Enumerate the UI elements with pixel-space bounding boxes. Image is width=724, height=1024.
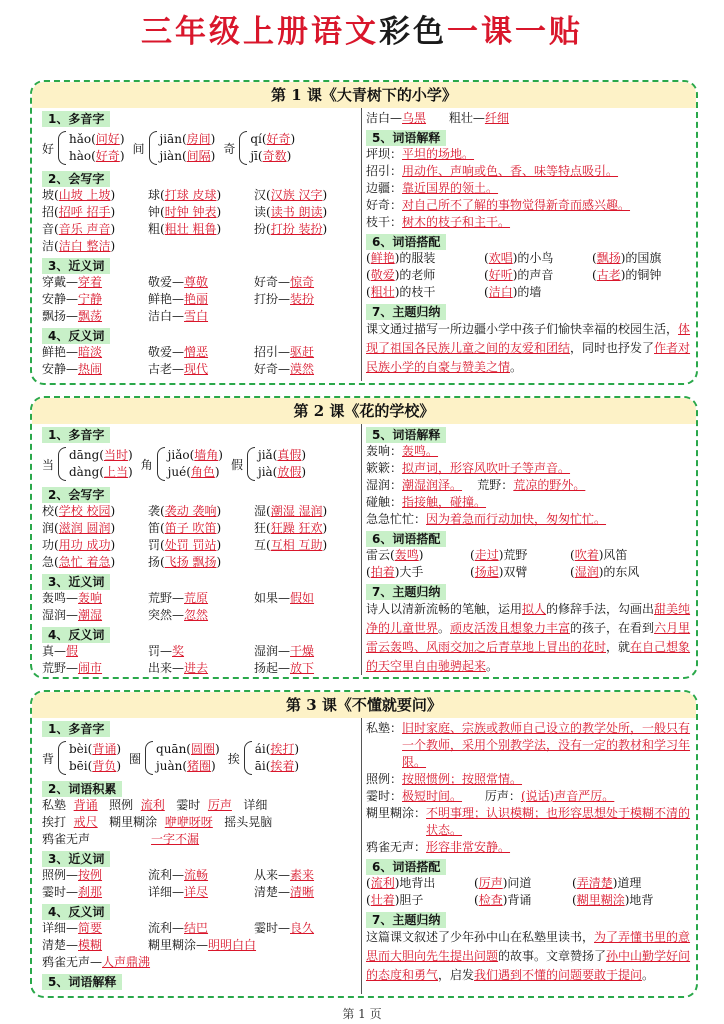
write-row: 音(音乐 声音) 粗(粗壮 粗鲁) 扮(打扮 装扮)	[42, 222, 328, 236]
title-part-1: 三年级上册语文	[141, 14, 379, 50]
lesson-left-column: 1、多音字 好 hǎo(问好) hào(好奇) 间 jiān(房间) jiàn(间隔) 奇 qí(好奇) jī(奇数) 2、会写字 坡(山坡 上坡) 球(打球 皮球) 汉(汉族 汉字) 招(招呼 招手) 钟(时钟 钟表) 读(读书 朗读) 音(音乐 声音) 粗(粗壮 粗鲁) 扮(打扮 装扮) 洁(洁白 整洁) 3、近义词 穿戴—穿着 敬爱—尊敬 好奇—惊奇 安静—宁静 鲜艳—艳丽 打扮—装扮 飘扬—飘荡 洁白—雪白 4、反义词 鲜艳—暗淡 敬爱—憎恶 招引—驱赶 安静—热闹 古老—现代 好奇—漠然	[42, 108, 360, 378]
section-heading: 7、主题归纳	[366, 584, 446, 600]
column-divider	[361, 424, 362, 675]
title-part-3: 一课一贴	[447, 14, 583, 50]
summary-paragraph: 课文通过描写一所边疆小学中孩子们愉快幸福的校园生活，体现了祖国各民族儿童之间的友爱和团结，同时也抒发了作者对民族小学的自豪与赞美之情。	[366, 322, 691, 374]
lesson-heading: 第 3 课《不懂就要问》	[32, 692, 696, 718]
section-heading: 6、词语搭配	[366, 531, 446, 547]
lesson-right-column: 洁白—乌黑 粗壮—纤细 5、词语解释 坪坝：平坦的场地。 招引：用动作、声响或色、香、味等特点吸引。 边疆：靠近国界的领土。 好奇：对自己所不了解的事物觉得新奇而感兴趣。 枝干：树木的枝子和主干。 6、词语搭配 (鲜艳)的服装 (欢唱)的小鸟 (飘扬)的国旗 (敬爱)的老师 (好听)的声音 (古老)的铜钟 (粗壮)的枝干 (洁白)的墙 7、主题归纳 课文通过描写一所边疆小学中孩子们愉快幸福的校园生活，体现了祖国各民族儿童之间的友爱和团结，同时也抒发了作者对民族小学的自豪与赞美之情。	[366, 108, 692, 377]
section-heading: 2、词语积累	[42, 781, 122, 797]
summary-paragraph: 诗人以清新流畅的笔触，运用拟人的修辞手法，勾画出甜美纯净的儿童世界。顽皮活泼且想象力丰富的孩子，在看到六月里雷云轰鸣、风雨交加之后青草地上冒出的花时，就在自己想象的天空里自由驰骋起来。	[366, 602, 691, 673]
lesson-right-column: 私塾： 旧时家庭、宗族或教师自己设立的教学处所，一般只有一个教师，采用个别教学法，没有一定的教材和学习年限。 照例：按照惯例；按照常情。 霎时：极短时间。 厉声：(说话)声音严厉。 糊里糊涂： 不明事理；认识模糊；也形容思想处于模糊不清的状态。 鸦雀无声：形容非常安静。 6、词语搭配 (流利)地背出 (厉声)问道 (弄清楚)道理 (壮着)胆子 (检查)背诵 (糊里糊涂)地背 7、主题归纳 这篇课文叙述了少年孙中山在私塾里读书，为了弄懂书里的意思而大胆向先生提出问题的故事。文章赞扬了孙中山勤学好问的态度和勇气，启发我们遇到不懂的问题要敢于提问。	[366, 718, 692, 985]
section-heading: 5、词语解释	[366, 130, 446, 146]
lesson-card-3	[30, 690, 698, 998]
section-heading: 4、反义词	[42, 328, 110, 344]
summary-paragraph: 这篇课文叙述了少年孙中山在私塾里读书，为了弄懂书里的意思而大胆向先生提出问题的故事。文章赞扬了孙中山勤学好问的态度和勇气，启发我们遇到不懂的问题要敢于提问。	[366, 930, 691, 982]
lesson-left-column: 1、多音字 当 dāng(当时) dàng(上当) 角 jiǎo(墙角) jué(角色) 假 jiǎ(真假) jià(放假) 2、会写字 校(学校 校园) 袭(袭动 袭响) 湿(潮湿 湿润) 润(滋润 圆润) 笛(笛子 吹笛) 狂(狂躁 狂欢) 功(用功 成功) 罚(处罚 罚站) 互(互相 互助) 急(急忙 着急) 扬(飞扬 飘扬) 3、近义词 轰鸣—轰响 荒野—荒原 如果—假如 湿润—潮湿 突然—忽然 4、反义词 真—假 罚—奖 湿润—干燥 荒野—闹市 出来—进去 扬起—放下	[42, 424, 360, 677]
write-row: 招(招呼 招手) 钟(时钟 钟表) 读(读书 朗读)	[42, 205, 328, 219]
section-heading: 6、词语搭配	[366, 234, 446, 250]
page-number: 第 1 页	[342, 1007, 382, 1021]
section-heading: 3、近义词	[42, 574, 110, 590]
section-heading: 1、多音字	[42, 721, 110, 737]
polyphone-row: 好 hǎo(问好) hào(好奇) 间 jiān(房间) jiàn(间隔) 奇 qí(好奇) jī(奇数)	[42, 132, 296, 163]
lesson-right-column: 5、词语解释 轰响：轰鸣。 簌簌：拟声词，形容风吹叶子等声音。 湿润：潮湿润泽。 荒野：荒凉的野外。 碰触：指接触，碰撞。 急急忙忙：因为着急而行动加快，匆匆忙忙。 6、词语搭配 雷云(轰鸣) (走过)荒野 (吹着)风笛 (拍着)大手 (扬起)双臂 (湿润)的东风 7、主题归纳 诗人以清新流畅的笔触，运用拟人的修辞手法，勾画出甜美纯净的儿童世界。顽皮活泼且想象力丰富的孩子，在看到六月里雷云轰鸣、风雨交加之后青草地上冒出的花时，就在自己想象的天空里自由驰骋起来。	[366, 424, 692, 676]
section-heading: 5、词语解释	[42, 974, 122, 990]
write-row: 洁(洁白 整洁)	[42, 239, 116, 253]
section-heading: 1、多音字	[42, 111, 110, 127]
section-heading: 6、词语搭配	[366, 859, 446, 875]
section-heading: 5、词语解释	[366, 427, 446, 443]
section-heading: 4、反义词	[42, 904, 110, 920]
lesson-heading: 第 2 课《花的学校》	[32, 398, 696, 424]
section-heading: 7、主题归纳	[366, 304, 446, 320]
page-title	[0, 6, 724, 68]
column-divider	[361, 108, 362, 381]
polyphone-row: 当 dāng(当时) dàng(上当) 角 jiǎo(墙角) jué(角色) 假 jiǎ(真假) jià(放假)	[42, 448, 307, 479]
polyphone-row: 背 bèi(背诵) bēi(背负) 圈 quān(圆圈) juàn(猪圈) 挨 ái(挨打) āi(挨着)	[42, 742, 300, 773]
write-row: 坡(山坡 上坡) 球(打球 皮球) 汉(汉族 汉字)	[42, 188, 328, 202]
column-divider	[361, 718, 362, 994]
section-heading: 2、会写字	[42, 171, 110, 187]
section-heading: 1、多音字	[42, 427, 110, 443]
section-heading: 4、反义词	[42, 627, 110, 643]
lesson-card-1	[30, 80, 698, 385]
section-heading: 2、会写字	[42, 487, 110, 503]
section-heading: 7、主题归纳	[366, 912, 446, 928]
lesson-left-column: 1、多音字 背 bèi(背诵) bēi(背负) 圈 quān(圆圈) juàn(猪圈) 挨 ái(挨打) āi(挨着) 2、词语积累 私塾 背诵 照例 流利 霎时 厉声 详细 挨打 戒尺 糊里糊涂 咿咿呀呀 摇头晃脑 鸦雀无声 一字不漏 3、近义词 照例—按例 流利—流畅 从来—素来 霎时—刹那 详细—详尽 清楚—清晰 4、反义词 详细—简要 流利—结巴 霎时—良久 清楚—模糊 糊里糊涂—明明白白 鸦雀无声—人声鼎沸 5、词语解释	[42, 718, 360, 990]
lesson-heading: 第 1 课《大青树下的小学》	[32, 82, 696, 108]
lesson-card-2	[30, 396, 698, 679]
section-heading: 3、近义词	[42, 851, 110, 867]
title-part-2: 彩色	[379, 14, 447, 50]
section-heading: 3、近义词	[42, 258, 110, 274]
